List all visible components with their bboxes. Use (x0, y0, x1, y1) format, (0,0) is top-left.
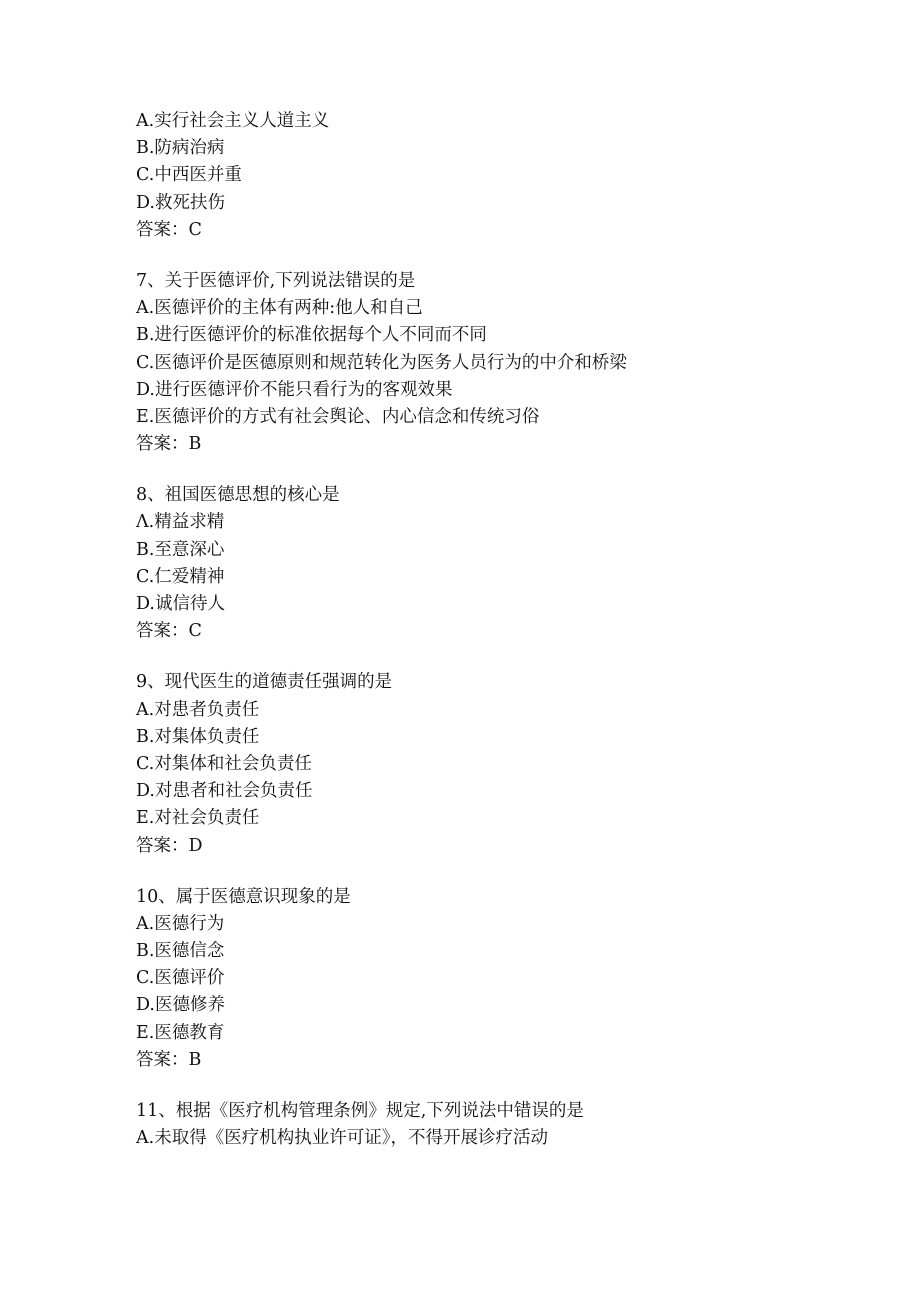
option-c: C.医德评价 (136, 968, 225, 989)
answer: 答案：B (136, 434, 202, 455)
question-stem: 9、现代医生的道德责任强调的是 (136, 672, 393, 693)
question-9 (136, 669, 836, 859)
answer: 答案：B (136, 1049, 202, 1070)
option-b: B.对集体负责任 (136, 726, 260, 747)
option-d: D.对患者和社会负责任 (136, 781, 313, 802)
question-8 (136, 482, 836, 645)
option-c: C.对集体和社会负责任 (136, 753, 312, 774)
answer: 答案：C (136, 219, 202, 240)
question-stem: 7、关于医德评价,下列说法错误的是 (136, 270, 416, 291)
option-e: E.对社会负责任 (136, 808, 260, 829)
question-6-tail (136, 108, 836, 244)
option-d: D.诚信待人 (136, 594, 225, 614)
option-b: B.进行医德评价的标准依据每个人不同而不同 (136, 325, 487, 346)
option-a: A.实行社会主义人道主义 (136, 111, 330, 131)
question-stem: 8、祖国医德思想的核心是 (136, 485, 340, 506)
option-b: B.至意深心 (136, 539, 225, 560)
option-c: C.仁爱精神 (136, 566, 225, 587)
option-d: D.医德修养 (136, 995, 225, 1016)
option-a: A.未取得《医疗机构执业许可证》，不得开展诊疗活动 (136, 1128, 548, 1149)
option-e: E.医德评价的方式有社会舆论、内心信念和传统习俗 (136, 406, 540, 427)
option-b: B.防病治病 (136, 138, 225, 159)
option-a: A.医德评价的主体有两种:他人和自己 (136, 298, 423, 319)
option-e: E.医德教育 (136, 1022, 225, 1043)
option-d: D.救死扶伤 (136, 192, 225, 213)
option-a: A.医德行为 (136, 913, 225, 934)
option-a: A.对患者负责任 (136, 699, 260, 720)
question-7 (136, 268, 836, 458)
option-c: C.医德评价是医德原则和规范转化为医务人员行为的中介和桥梁 (136, 352, 627, 373)
question-stem: 10、属于医德意识现象的是 (136, 886, 351, 907)
answer: 答案：D (136, 835, 203, 856)
option-c: C.中西医并重 (136, 165, 242, 186)
option-d: D.进行医德评价不能只看行为的客观效果 (136, 379, 453, 400)
question-11 (136, 1098, 836, 1152)
option-a: Λ.精益求精 (136, 512, 225, 533)
document-page (136, 108, 836, 1176)
answer: 答案：C (136, 621, 202, 642)
question-10 (136, 884, 836, 1074)
question-stem: 11、根据《医疗机构管理条例》规定,下列说法中错误的是 (136, 1101, 584, 1121)
option-b: B.医德信念 (136, 941, 225, 962)
